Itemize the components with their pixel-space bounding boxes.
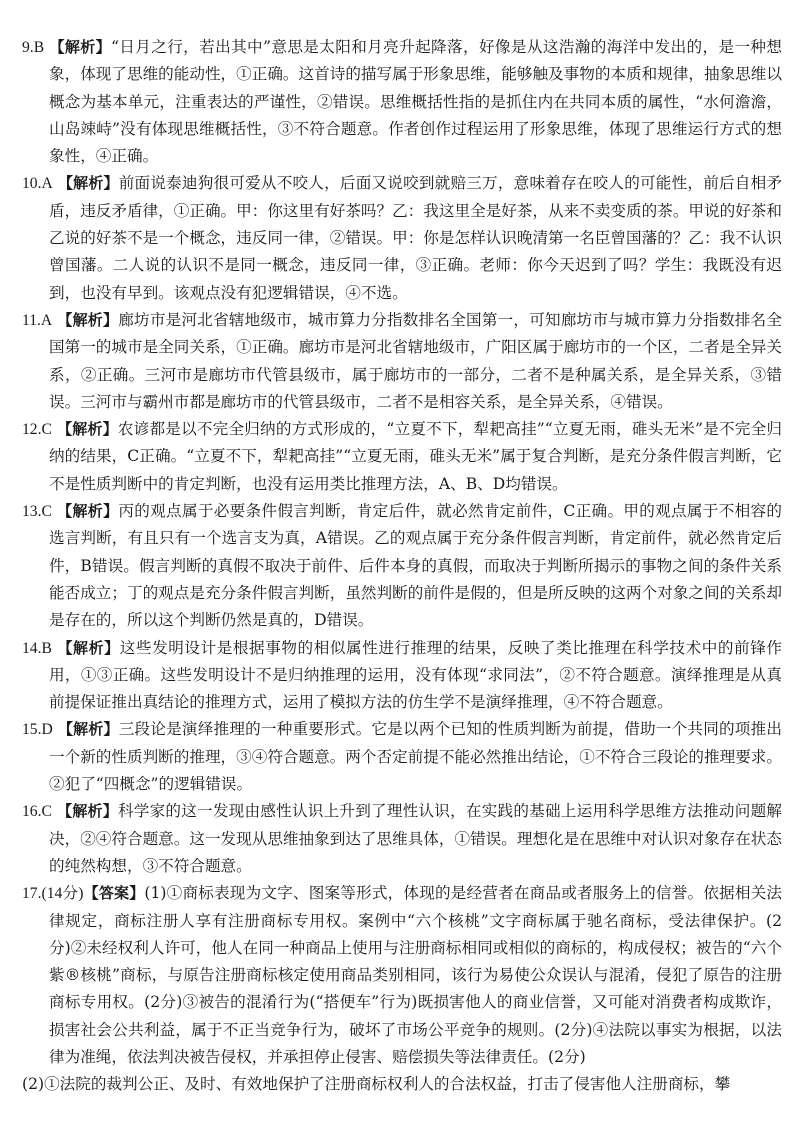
item-answer: A xyxy=(41,175,53,193)
analysis-tag: 【解析】 xyxy=(57,802,118,821)
item-answer: D xyxy=(41,721,53,739)
item-number: 11. xyxy=(22,311,41,329)
item-answer: B xyxy=(41,639,52,657)
item-answer: C xyxy=(41,803,52,821)
item-score: (14分) xyxy=(41,885,84,903)
item-answer: B xyxy=(33,39,45,56)
analysis-tag: 【解析】 xyxy=(57,420,118,439)
answer-item-17-part-2 xyxy=(22,1071,782,1098)
item-text: “日月之行，若出其中”意思是太阳和月亮升起降落，好像是从这浩瀚的海洋中发出的，是一种想象，体现了思维的能动性，①正确。这首诗的描写属于形象思维，能够触及事物的本质和规律，抽象思维以概念为基本单元，注重表达的严谨性，②错误。思维概括性指的是抓住内在共同本质的属性，“水何澹澹，山岛竦峙”没有体现思维概括性，③不符合题意。作者创作过程运用了形象思维，体现了思维运行方式的想象性，④正确。 xyxy=(49,38,782,166)
item-answer: C xyxy=(41,421,52,439)
item-text: 三段论是演绎推理的一种重要形式。它是以两个已知的性质判断为前提，借助一个共同的项推出一个新的性质判断的推理，③④符合题意。两个否定前提不能必然推出结论，①不符合三段论的推理要求。②犯了“四概念”的逻辑错误。 xyxy=(49,720,782,794)
answer-item-12 xyxy=(22,416,782,498)
item-text: 科学家的这一发现由感性认识上升到了理性认识，在实践的基础上运用科学思维方法推动问题解决，②④符合题意。这一发现从思维抽象到达了思维具体，①错误。理想化是在思维中对认识对象存在状态的纯然构想，③不符合题意。 xyxy=(49,802,782,875)
item-number: 10. xyxy=(22,175,42,193)
item-number: 17. xyxy=(22,885,42,903)
item-number: 9. xyxy=(22,39,34,56)
item-text: (1)①商标表现为文字、图案等形式，体现的是经营者在商品或者服务上的信誉。依据相关法律规定，商标注册人享有注册商标专用权。案例中“六个核桃”文字商标属于驰名商标，受法律保护。(2分)②未经权利人许可，他人在同一种商品上使用与注册商标相同或相似的商标的，构成侵权；被告的“六个紫®核桃”商标，与原告注册商标核定使用商品类别相同，该行为易使公众误认与混淆，侵犯了原告的注册商标专用权。(2分)③被告的混淆行为(“搭便车”行为)既损害他人的商业信誉，又可能对消费者构成欺诈，损害社会公共利益，属于不正当竞争行为，破坏了市场公平竞争的规则。(2分)④法院以事实为根据，以法律为准绳，依法判决被告侵权，并承担停止侵害、赔偿损失等法律责任。(2分) xyxy=(49,884,782,1066)
item-text: 丙的观点属于必要条件假言判断，肯定后件，就必然肯定前件，C正确。甲的观点属于不相容的选言判断，有且只有一个选言支为真，A错误。乙的观点属于充分条件假言判断，肯定前件，就必然肯定后件，B错误。假言判断的真假不取决于前件、后件本身的真假，而取决于判断所揭示的事物之间的条件关系能否成立；丁的观点是充分条件假言判断，虽然判断的前件是假的，但是所反映的这两个对象之间的关系却是存在的，所以这个判断仍然是真的，D错误。 xyxy=(49,502,782,630)
item-answer: A xyxy=(40,311,53,329)
answer-item-14 xyxy=(22,635,782,717)
item-number: 14. xyxy=(22,639,42,657)
item-number: 15. xyxy=(22,721,42,739)
analysis-tag: 【解析】 xyxy=(57,502,119,521)
item-text: 廊坊市是河北省辖地级市，城市算力分指数排名全国第一，可知廊坊市与城市算力分指数排名全国第一的城市是全同关系，①正确。廊坊市是河北省辖地级市，广阳区属于廊坊市的一个区，二者是全异关系，②正确。三河市是廊坊市代管县级市，属于廊坊市的一部分，二者不是种属关系，是全异关系，③错误。三河市与霸州市都是廊坊市的代管县级市，二者不是相容关系，是全异关系，④错误。 xyxy=(49,310,782,411)
analysis-tag: 【解析】 xyxy=(57,174,119,193)
answer-item-11 xyxy=(22,307,782,416)
analysis-tag: 【解析】 xyxy=(57,310,119,329)
answer-tag: 【答案】 xyxy=(83,884,145,903)
item-text: 前面说泰迪狗很可爱从不咬人，后面又说咬到就赔三万，意味着存在咬人的可能性，前后自相矛盾，违反矛盾律，①正确。甲：你这里有好茶吗？乙：我这里全是好茶，从来不卖变质的茶。甲说的好茶和乙说的好茶不是一个概念，违反同一律，②错误。甲：你是怎样认识晚清第一名臣曾国藩的？乙：我不认识曾国藩。二人说的认识不是同一概念，违反同一律，③正确。老师：你今天迟到了吗？学生：我既没有迟到，也没有早到。该观点没有犯逻辑错误，④不选。 xyxy=(49,174,782,302)
item-number: 16. xyxy=(22,803,42,821)
analysis-tag: 【解析】 xyxy=(57,638,120,657)
item-number: 12. xyxy=(22,421,42,439)
item-text: 这些发明设计是根据事物的相似属性进行推理的结果，反映了类比推理在科学技术中的前锋作用，①③正确。这些发明设计不是归纳推理的运用，没有体现“求同法”，②不符合题意。演绎推理是从真前提保证推出真结论的推理方式，运用了模拟方法的仿生学不是演绎推理，④不符合题意。 xyxy=(49,638,782,712)
item-text: (2)①法院的裁判公正、及时、有效地保护了注册商标权利人的合法权益，打击了侵害他人注册商标，攀 xyxy=(22,1075,731,1094)
answer-item-9 xyxy=(22,34,782,170)
answer-item-13 xyxy=(22,498,782,634)
answer-item-17 xyxy=(22,880,782,1071)
answer-item-16 xyxy=(22,798,782,880)
answer-item-15 xyxy=(22,716,782,798)
answer-item-10 xyxy=(22,170,782,306)
item-text: 农谚都是以不完全归纳的方式形成的，“立夏不下，犁耙高挂”“立夏无雨，碓头无米”是不完全归纳的结果，C正确。“立夏不下，犁耙高挂”“立夏无雨，碓头无米”属于复合判断，是充分条件假言判断，它不是性质判断中的肯定判断，也没有运用类比推理方法，A、B、D均错误。 xyxy=(49,420,782,493)
analysis-tag: 【解析】 xyxy=(57,720,119,739)
analysis-tag: 【解析】 xyxy=(49,38,111,56)
item-answer: C xyxy=(41,503,52,521)
item-number: 13. xyxy=(22,503,42,521)
